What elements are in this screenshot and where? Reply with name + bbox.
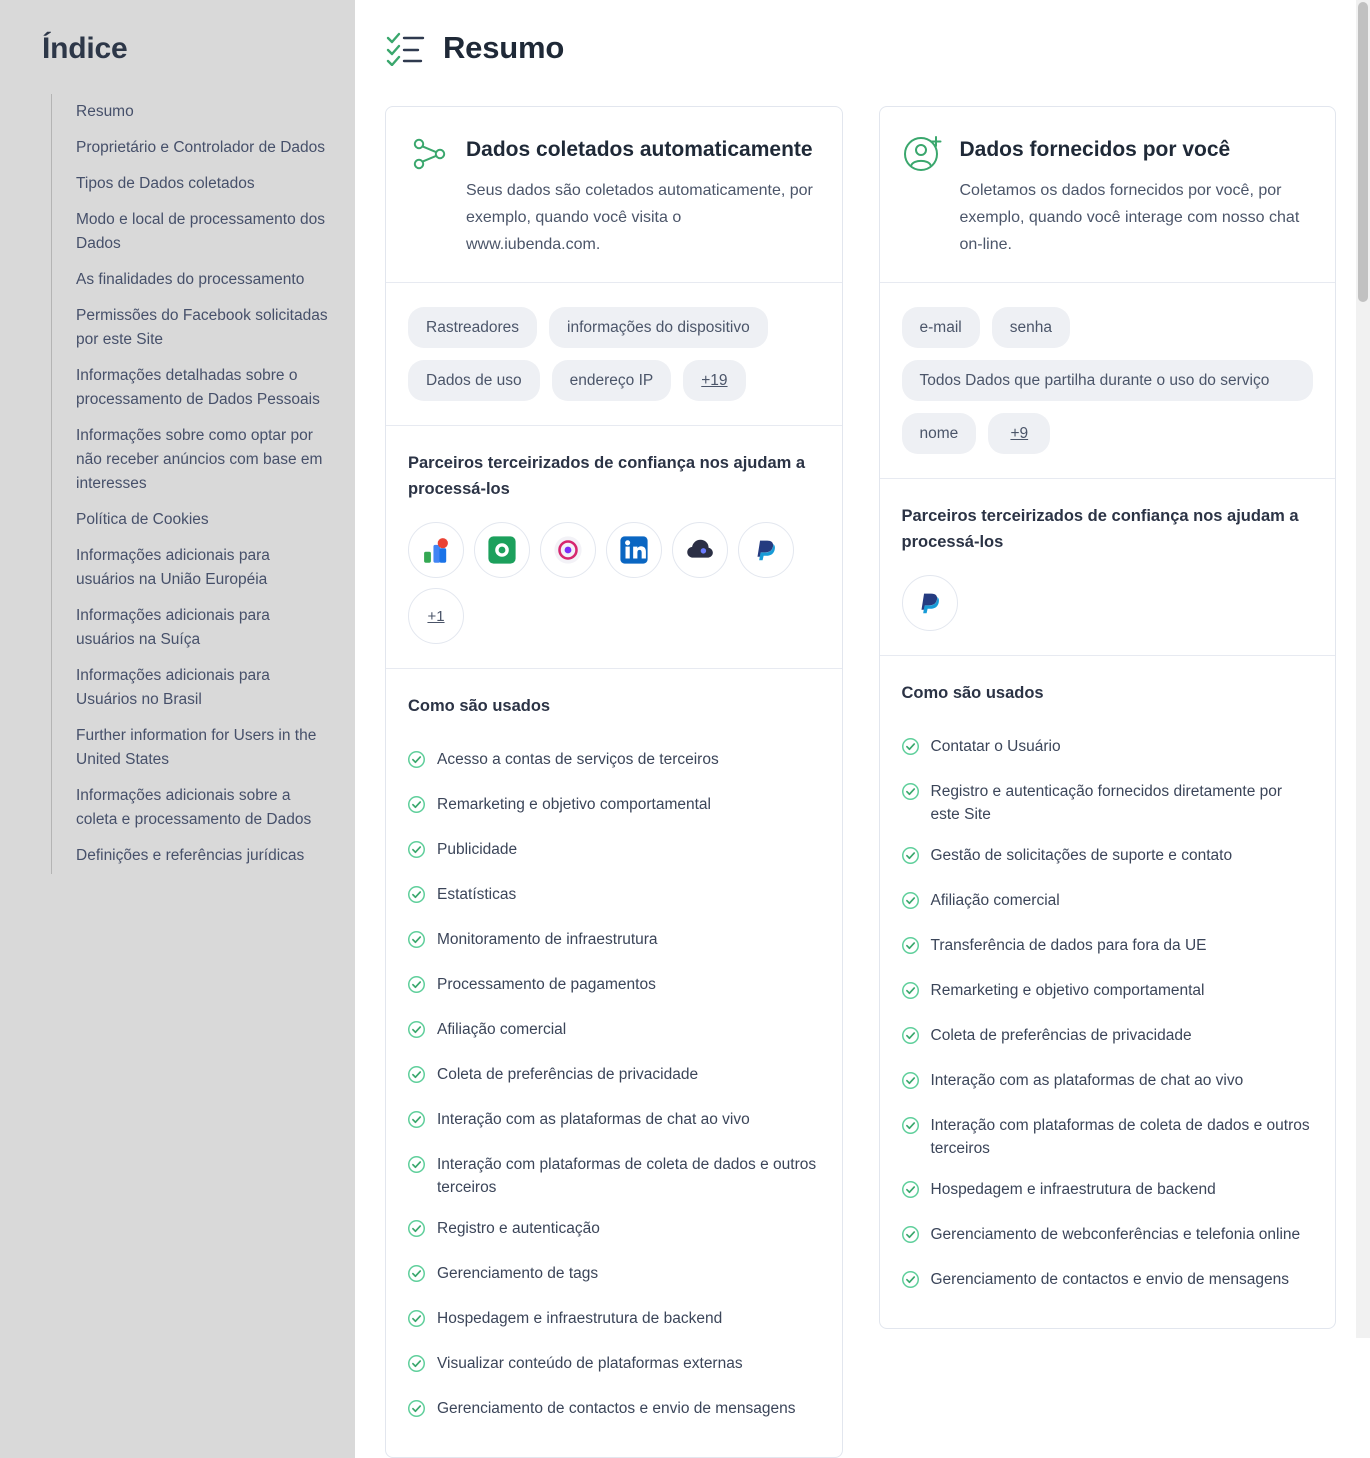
- partners-section: [386, 426, 842, 669]
- checklist-icon: [385, 30, 425, 66]
- partner-logos: [408, 522, 820, 644]
- use-label: Hospedagem e infraestrutura de backend: [930, 1181, 1216, 1198]
- use-label: Estatísticas: [437, 886, 517, 903]
- use-label: Registro e autenticação: [437, 1220, 600, 1237]
- list-item: [408, 739, 820, 784]
- check-circle-icon: [902, 889, 919, 916]
- check-circle-icon: [408, 1108, 425, 1135]
- green-square-icon: [474, 522, 530, 578]
- list-item: [902, 1214, 1314, 1259]
- check-circle-icon: [902, 1178, 919, 1205]
- check-circle-icon: [408, 1397, 425, 1424]
- list-item: [902, 771, 1314, 835]
- data-type-chip: informações do dispositivo: [549, 307, 768, 348]
- check-circle-icon: [408, 793, 425, 820]
- check-circle-icon: [408, 928, 425, 955]
- data-types-section: [386, 283, 842, 426]
- list-item: [408, 1343, 820, 1388]
- use-label: Interação com as plataformas de chat ao vivo: [437, 1111, 750, 1128]
- card-header-section: [880, 107, 1336, 283]
- use-label: Coleta de preferências de privacidade: [437, 1066, 699, 1083]
- data-types-section: [880, 283, 1336, 479]
- toc-item-5[interactable]: Permissões do Facebook solicitadas por este Site: [76, 307, 328, 348]
- card-title: Dados fornecidos por você: [959, 138, 1231, 161]
- list-item: [408, 919, 820, 964]
- check-circle-icon: [408, 1018, 425, 1045]
- use-label: Gerenciamento de webconferências e telefonia online: [930, 1226, 1301, 1243]
- table-of-contents: [51, 94, 355, 874]
- check-circle-icon: [408, 1153, 425, 1180]
- toc-item-10[interactable]: Informações adicionais para usuários na Suíça: [76, 607, 270, 648]
- toc-item-7[interactable]: Informações sobre como optar por não receber anúncios com base em interesses: [76, 427, 323, 492]
- check-circle-icon: [408, 1352, 425, 1379]
- card-title: Dados coletados automaticamente: [466, 138, 813, 161]
- toc-item-12[interactable]: Further information for Users in the United States: [76, 727, 317, 768]
- partners-title: Parceiros terceirizados de confiança nos ajudam a processá-los: [408, 454, 806, 498]
- uses-section: [880, 656, 1336, 1328]
- check-circle-icon: [902, 844, 919, 871]
- card-header-section: [386, 107, 842, 283]
- list-item: [408, 1208, 820, 1253]
- use-label: Coleta de preferências de privacidade: [930, 1027, 1192, 1044]
- sidebar-title: Índice: [42, 32, 128, 65]
- use-label: Processamento de pagamentos: [437, 976, 656, 993]
- toc-item-3[interactable]: Modo e local de processamento dos Dados: [76, 211, 326, 252]
- chip-more-button[interactable]: +19: [683, 360, 745, 401]
- page-title: Resumo: [443, 30, 565, 65]
- check-circle-icon: [902, 1268, 919, 1295]
- list-item: [902, 726, 1314, 771]
- check-circle-icon: [902, 1024, 919, 1051]
- list-item: [408, 829, 820, 874]
- data-type-chips: [902, 307, 1314, 454]
- card-provided: [879, 106, 1337, 1329]
- partner-logos: [902, 575, 1314, 631]
- check-circle-icon: [902, 780, 919, 807]
- partners-section: [880, 479, 1336, 656]
- use-label: Registro e autenticação fornecidos diretamente por este Site: [930, 783, 1283, 823]
- check-circle-icon: [408, 1307, 425, 1334]
- check-circle-icon: [902, 1223, 919, 1250]
- check-circle-icon: [408, 883, 425, 910]
- toc-item-1[interactable]: Proprietário e Controlador de Dados: [76, 139, 325, 156]
- main-content: [355, 0, 1370, 1458]
- uses-section: [386, 669, 842, 1457]
- partners-title: Parceiros terceirizados de confiança nos ajudam a processá-los: [901, 507, 1299, 551]
- paypal-icon: [738, 522, 794, 578]
- card-automatic: [385, 106, 843, 1458]
- toc-item-8[interactable]: Política de Cookies: [76, 511, 209, 528]
- list-item: [902, 925, 1314, 970]
- use-label: Interação com as plataformas de chat ao vivo: [930, 1072, 1244, 1089]
- uses-list: [408, 739, 820, 1433]
- uses-title: Como são usados: [901, 684, 1044, 702]
- list-item: [408, 1388, 820, 1433]
- check-circle-icon: [902, 934, 919, 961]
- check-circle-icon: [408, 1063, 425, 1090]
- toc-item-2[interactable]: Tipos de Dados coletados: [76, 175, 255, 192]
- data-network-icon: [408, 133, 450, 175]
- use-label: Gerenciamento de tags: [437, 1265, 599, 1282]
- list-item: [902, 1015, 1314, 1060]
- toc-item-6[interactable]: Informações detalhadas sobre o processamento de Dados Pessoais: [76, 367, 320, 408]
- data-type-chip: endereço IP: [552, 360, 672, 401]
- use-label: Remarketing e objetivo comportamental: [437, 796, 711, 813]
- use-label: Gerenciamento de contactos e envio de mensagens: [437, 1400, 796, 1417]
- linkedin-icon: [606, 522, 662, 578]
- list-item: [902, 1259, 1314, 1304]
- list-item: [408, 1253, 820, 1298]
- summary-cards: [385, 106, 1336, 1458]
- page-scrollbar[interactable]: [1356, 0, 1370, 1338]
- list-item: [902, 835, 1314, 880]
- list-item: [408, 964, 820, 1009]
- data-type-chips: [408, 307, 820, 401]
- list-item: [902, 1169, 1314, 1214]
- list-item: [408, 784, 820, 829]
- data-type-chip: senha: [992, 307, 1070, 348]
- check-circle-icon: [902, 1114, 919, 1141]
- card-description: Coletamos os dados fornecidos por você, por exemplo, quando você interage com nosso chat on-line.: [959, 182, 1300, 253]
- paypal-icon: [902, 575, 958, 631]
- use-label: Gerenciamento de contactos e envio de mensagens: [930, 1271, 1289, 1288]
- check-circle-icon: [408, 748, 425, 775]
- list-item: [408, 1054, 820, 1099]
- use-label: Afiliação comercial: [437, 1021, 567, 1038]
- list-item: [902, 1060, 1314, 1105]
- list-item: [408, 1099, 820, 1144]
- use-label: Hospedagem e infraestrutura de backend: [437, 1310, 723, 1327]
- uses-list: [902, 726, 1314, 1304]
- use-label: Acesso a contas de serviços de terceiros: [437, 751, 719, 768]
- check-circle-icon: [902, 1069, 919, 1096]
- dark-cloud-icon: [672, 522, 728, 578]
- use-label: Interação com plataformas de coleta de dados e outros terceiros: [930, 1117, 1310, 1157]
- toc-item-4[interactable]: As finalidades do processamento: [76, 271, 305, 288]
- toc-item-9[interactable]: Informações adicionais para usuários na União Européia: [76, 547, 270, 588]
- toc-item-13[interactable]: Informações adicionais sobre a coleta e processamento de Dados: [76, 787, 312, 828]
- use-label: Contatar o Usuário: [930, 738, 1061, 755]
- data-type-chip: Rastreadores: [408, 307, 537, 348]
- partners-more-button[interactable]: +1: [408, 588, 464, 644]
- use-label: Visualizar conteúdo de plataformas externas: [437, 1355, 743, 1372]
- sidebar: [0, 0, 355, 1458]
- check-circle-icon: [408, 1262, 425, 1289]
- toc-item-14[interactable]: Definições e referências jurídicas: [76, 847, 305, 864]
- list-item: [408, 1144, 820, 1208]
- check-circle-icon: [902, 735, 919, 762]
- card-description: Seus dados são coletados automaticamente, por exemplo, quando você visita o www.iubenda.com.: [466, 182, 813, 253]
- use-label: Publicidade: [437, 841, 518, 858]
- use-label: Afiliação comercial: [930, 892, 1060, 909]
- check-circle-icon: [408, 973, 425, 1000]
- list-item: [408, 1009, 820, 1054]
- data-type-chip: Todos Dados que partilha durante o uso do serviço: [902, 360, 1314, 401]
- use-label: Monitoramento de infraestrutura: [437, 931, 658, 948]
- data-type-chip: Dados de uso: [408, 360, 540, 401]
- use-label: Interação com plataformas de coleta de dados e outros terceiros: [437, 1156, 817, 1196]
- check-circle-icon: [408, 1217, 425, 1244]
- magenta-circle-icon: [540, 522, 596, 578]
- use-label: Gestão de solicitações de suporte e contato: [930, 847, 1233, 864]
- data-type-chip: e-mail: [902, 307, 980, 348]
- check-circle-icon: [408, 838, 425, 865]
- user-add-icon: [902, 133, 944, 175]
- list-item: [408, 874, 820, 919]
- google-analytics-icon: [408, 522, 464, 578]
- toc-item-0[interactable]: Resumo: [76, 103, 134, 120]
- chip-more-button[interactable]: +9: [988, 413, 1050, 454]
- uses-title: Como são usados: [408, 697, 551, 715]
- data-type-chip: nome: [902, 413, 977, 454]
- list-item: [408, 1298, 820, 1343]
- list-item: [902, 970, 1314, 1015]
- use-label: Transferência de dados para fora da UE: [930, 937, 1207, 954]
- list-item: [902, 880, 1314, 925]
- toc-item-11[interactable]: Informações adicionais para Usuários no Brasil: [76, 667, 270, 708]
- list-item: [902, 1105, 1314, 1169]
- page-header: [385, 30, 1336, 66]
- use-label: Remarketing e objetivo comportamental: [930, 982, 1205, 999]
- check-circle-icon: [902, 979, 919, 1006]
- scrollbar-thumb[interactable]: [1358, 2, 1368, 302]
